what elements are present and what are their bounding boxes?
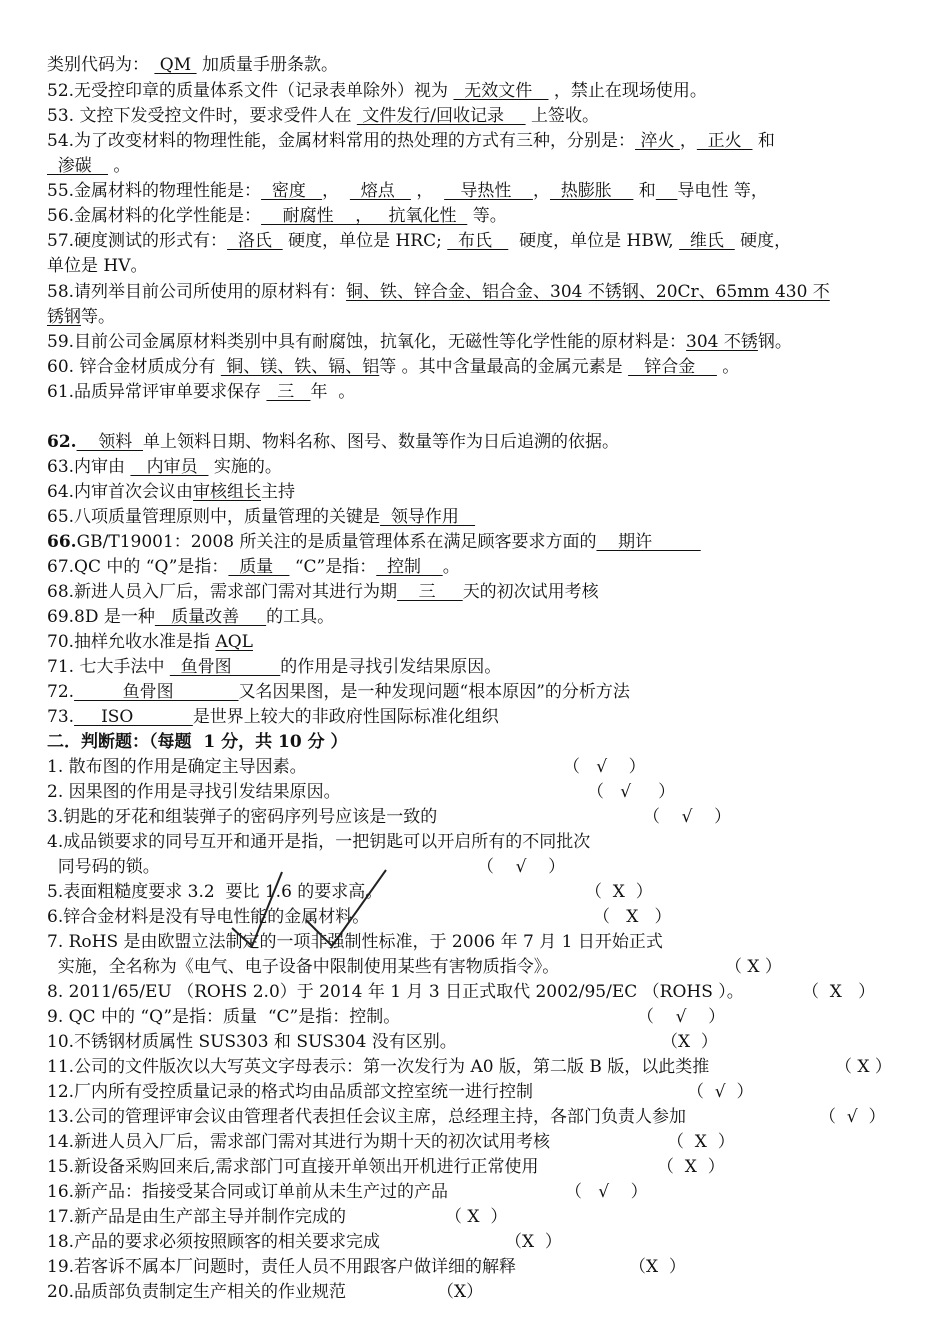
judgement-item [47, 806, 437, 828]
judgement-item [47, 1181, 448, 1203]
answer-blank: 三 [397, 582, 463, 602]
question-text: 。 [716, 357, 740, 377]
answer-blank: 质量 [228, 557, 290, 577]
judgement-text: 实施，全名称为《电气、电子设备中限制使用某些有害物质指令》。 [47, 957, 560, 977]
answer-blank: 文件发行/回收记录 [356, 106, 526, 126]
judgement-answer: （ X ） [835, 1057, 892, 1077]
judgement-item [47, 1106, 686, 1128]
question-text: 和 [633, 181, 656, 201]
answer-blank: 铜、铁、锌合金、铝合金、304 不锈钢、20Cr、65mm 430 不 [346, 282, 830, 302]
question-text: 57.硬度测试的形式有： [47, 231, 228, 251]
question-line [47, 281, 830, 303]
judgement-item [47, 1256, 516, 1278]
judgement-answer: （ X ） [725, 957, 782, 977]
question-text: 63.内审由 [47, 457, 131, 477]
answer-blank: ISO [74, 707, 193, 727]
question-text: 类别代码为： [47, 55, 155, 75]
answer-blank: 锈钢 [47, 307, 81, 327]
judgement-answer: （ X ） [445, 1207, 508, 1227]
question-line [47, 205, 507, 227]
answer-blank: 领导作用 [380, 507, 476, 527]
judgement-answer: （ X ） [657, 1157, 725, 1177]
answer-blank: 304 不锈 [686, 332, 758, 352]
judgement-answer: （X ） [505, 1232, 562, 1252]
answer-blank: 密度 [261, 181, 323, 201]
judgement-item [47, 931, 663, 953]
answer-blank: 渗碳 [47, 156, 109, 176]
question-line [47, 631, 253, 653]
judgement-text: 8. 2011/65/EU （ROHS 2.0）于 2014 年 1 月 3 日正式取代 2002/95/EC （ROHS ）。 [47, 982, 744, 1002]
question-text: 64.内审首次会议由 [47, 482, 194, 502]
judgement-item [47, 1281, 346, 1303]
question-line [47, 431, 619, 453]
judgement-answer: （ √ ） [587, 782, 676, 802]
judgement-text: 7. RoHS 是由欧盟立法制定的一项非强制性标准，于 2006 年 7 月 1 日开始正式 [47, 932, 663, 952]
question-line [47, 706, 499, 728]
question-text: 单上领料日期、物料名称、图号、数量等作为日后追溯的依据。 [143, 432, 620, 452]
answer-blank: 鱼骨图 [169, 657, 281, 677]
judgement-item [47, 1056, 709, 1078]
question-text: 58.请列举目前公司所使用的原材料有： [47, 282, 347, 302]
question-text: GB/T19001：2008 所关注的是质量管理体系在满足顾客要求方面的 [76, 532, 597, 552]
judgement-text: 13.公司的管理评审会议由管理者代表担任会议主席，总经理主持，各部门负责人参加 [47, 1107, 687, 1127]
answer-blank: 期许 [596, 532, 701, 552]
question-text: 72. [47, 682, 75, 702]
judgement-answer: （ √ ） [637, 1007, 726, 1027]
question-line [47, 230, 791, 252]
question-text: 68.新进人员入厂后，需求部门需对其进行为期 [47, 582, 398, 602]
answer-blank: 布氏 [447, 231, 509, 251]
answer-blank: 熔点 [349, 181, 411, 201]
question-text: “C”是指： [289, 557, 377, 577]
question-text: 73. [47, 707, 75, 727]
question-text: 二．判断题：（每题 1 分，共 10 分 ） [47, 732, 348, 752]
question-text: 62. [47, 432, 77, 452]
answer-blank: 无效文件 [453, 81, 549, 101]
answer-blank: 鱼骨图 [74, 682, 239, 702]
judgement-answer: （ X ） [667, 1132, 735, 1152]
question-line [47, 155, 130, 177]
question-line [47, 481, 295, 503]
question-line [47, 54, 338, 76]
judgement-item [47, 1081, 533, 1103]
question-line [47, 531, 701, 553]
judgement-text: 20.品质部负责制定生产相关的作业规范 [47, 1282, 347, 1302]
question-text: ， [322, 181, 350, 201]
question-line [47, 456, 282, 478]
question-text: 和 [752, 131, 775, 151]
question-text: 导电性 等， [677, 181, 768, 201]
question-text: 55.金属材料的物理性能是： [47, 181, 262, 201]
question-text: ，禁止在现场使用。 [548, 81, 707, 101]
judgement-answer: （ √ ） [643, 807, 732, 827]
question-text: 等。 [81, 307, 115, 327]
judgement-answer: （ X ） [585, 882, 653, 902]
question-text: 。 [442, 557, 460, 577]
judgement-answer: （ √ ） [563, 757, 646, 777]
judgement-answer: （ X ） [802, 982, 876, 1002]
question-text: 是世界上较大的非政府性国际标准化组织 [192, 707, 499, 727]
answer-blank: 维氏 [679, 231, 735, 251]
judgement-answer: （ X ） [593, 907, 672, 927]
judgement-text: 12.厂内所有受控质量记录的格式均由品质部文控室统一进行控制 [47, 1082, 534, 1102]
judgement-item [47, 906, 369, 928]
question-text: 70.抽样允收水准是指 [47, 632, 216, 652]
judgement-answer: （X ） [661, 1032, 718, 1052]
judgement-item [47, 831, 590, 853]
judgement-text: 11.公司的文件版次以大写英文字母表示：第一次发行为 A0 版，第二版 B 版，以此类推 [47, 1057, 710, 1077]
question-text: 的工具。 [266, 607, 335, 627]
judgement-item [47, 956, 559, 978]
question-text: 单位是 HV。 [47, 256, 148, 276]
judgement-item [47, 881, 382, 903]
answer-blank [656, 181, 678, 201]
question-line [47, 381, 355, 403]
judgement-item [47, 856, 160, 878]
question-text: 上签收。 [525, 106, 599, 126]
answer-blank: 铜、镁、铁、镉、铝 [220, 357, 380, 377]
answer-blank: 三 [266, 382, 311, 402]
question-text: 54.为了改变材料的物理性能，金属材料常用的热处理的方式有三种，分别是： [47, 131, 636, 151]
question-text: 实施的。 [208, 457, 282, 477]
judgement-text: 1. 散布图的作用是确定主导因素。 [47, 757, 307, 777]
answer-blank: 审核组长 [193, 482, 262, 502]
judgement-text: 17.新产品是由生产部主导并制作完成的 [47, 1207, 347, 1227]
answer-blank: QM [154, 55, 197, 75]
question-line [47, 506, 475, 528]
question-text: 等。 [467, 206, 507, 226]
question-text: 69.8D 是一种 [47, 607, 155, 627]
answer-blank: 正火 [696, 131, 753, 151]
question-text: 59.目前公司金属原材料类别中具有耐腐蚀，抗氧化，无磁性等化学性能的原材料是： [47, 332, 687, 352]
question-text: 60. 锌合金材质成分有 [47, 357, 221, 377]
question-line [47, 556, 460, 578]
judgement-text: 4.成品锁要求的同号互开和通开是指，一把钥匙可以开启所有的不同批次 [47, 832, 591, 852]
answer-blank: 耐腐性 ， 抗氧化性 [261, 206, 468, 226]
question-text: 主持 [261, 482, 296, 502]
question-line [47, 255, 148, 277]
question-text: 加质量手册条款。 [196, 55, 338, 75]
judgement-text: 9. QC 中的 “Q”是指：质量 “C”是指：控制。 [47, 1007, 401, 1027]
judgement-text: 3.钥匙的牙花和组装弹子的密码序列号应该是一致的 [47, 807, 438, 827]
question-line [47, 606, 334, 628]
judgement-item [47, 1156, 538, 1178]
judgement-answer: （X） [437, 1282, 484, 1302]
question-text: 71. 七大手法中 [47, 657, 170, 677]
question-line [47, 80, 707, 102]
answer-blank: 锌合金 [628, 357, 717, 377]
judgement-text: 15.新设备采购回来后,需求部门可直接开单领出开机进行正常使用 [47, 1157, 539, 1177]
question-line [47, 105, 599, 127]
judgement-text: 同号码的锁。 [47, 857, 160, 877]
question-text: 65.八项质量管理原则中，质量管理的关键是 [47, 507, 381, 527]
judgement-text: 2. 因果图的作用是寻找引发结果原因。 [47, 782, 341, 802]
question-text: 硬度，单位是 HBW, [508, 231, 680, 251]
judgement-text: 14.新进人员入厂后，需求部门需对其进行为期十天的初次试用考核 [47, 1132, 551, 1152]
question-text: 等 。其中含量最高的金属元素是 [379, 357, 629, 377]
question-line [47, 331, 792, 353]
question-text: ， [410, 181, 445, 201]
question-line [47, 180, 768, 202]
question-line [47, 130, 775, 152]
judgement-answer: （ √ ） [477, 857, 566, 877]
question-text: 年 。 [310, 382, 356, 402]
question-text: 。 [108, 156, 131, 176]
answer-blank: 领料 [76, 432, 144, 452]
judgement-answer: （ √ ） [565, 1182, 648, 1202]
question-text: 56.金属材料的化学性能是： [47, 206, 262, 226]
judgement-text: 19.若客诉不属本厂问题时，责任人员不用跟客户做详细的解释 [47, 1257, 517, 1277]
judgement-item [47, 1031, 457, 1053]
judgement-item [47, 1131, 550, 1153]
judgement-text: 16.新产品：指接受某合同或订单前从未生产过的产品 [47, 1182, 449, 1202]
judgement-answer: （ √ ） [819, 1107, 886, 1127]
question-text: 硬度， [734, 231, 792, 251]
question-text: 52.无受控印章的质量体系文件（记录表单除外）视为 [47, 81, 454, 101]
question-text: ， [532, 181, 550, 201]
question-line [47, 656, 501, 678]
question-text: 66. [47, 532, 77, 552]
question-line [47, 581, 599, 603]
question-line [47, 356, 739, 378]
question-text: 钢。 [757, 332, 792, 352]
judgement-text: 10.不锈钢材质属性 SUS303 和 SUS304 没有区别。 [47, 1032, 457, 1052]
judgement-text: 6.锌合金材料是没有导电性能的金属材料。 [47, 907, 370, 927]
judgement-text: 18.产品的要求必须按照顾客的相关要求完成 [47, 1232, 381, 1252]
question-text: 的作用是寻找引发结果原因。 [280, 657, 502, 677]
question-text: 又名因果图，是一种发现问题“根本原因”的分析方法 [238, 682, 630, 702]
judgement-item [47, 981, 744, 1003]
judgement-item [47, 1231, 380, 1253]
question-line [47, 681, 630, 703]
judgement-item [47, 1006, 400, 1028]
question-line [47, 731, 348, 753]
question-text: 61.品质异常评审单要求保存 [47, 382, 267, 402]
answer-blank: 质量改善 [154, 607, 267, 627]
question-text: 67.QC 中的 “Q”是指： [47, 557, 229, 577]
question-text: 53. 文控下发受控文件时，要求受件人在 [47, 106, 357, 126]
judgement-item [47, 1206, 346, 1228]
answer-blank: AQL [215, 632, 253, 652]
judgement-answer: （X ） [629, 1257, 686, 1277]
question-text: ， [679, 131, 697, 151]
judgement-item [47, 781, 341, 803]
question-text: 天的初次试用考核 [462, 582, 599, 602]
answer-blank: 导热性 [444, 181, 533, 201]
question-text: 硬度，单位是 HRC; [282, 231, 448, 251]
judgement-answer: （ √ ） [687, 1082, 754, 1102]
answer-blank: 内审员 [130, 457, 209, 477]
answer-blank: 热膨胀 [549, 181, 634, 201]
judgement-item [47, 756, 307, 778]
answer-blank: 淬火 [635, 131, 680, 151]
answer-blank: 洛氏 [227, 231, 283, 251]
question-line [47, 306, 115, 328]
answer-blank: 控制 [376, 557, 443, 577]
judgement-text: 5.表面粗糙度要求 3.2 要比 1.6 的要求高。 [47, 882, 383, 902]
